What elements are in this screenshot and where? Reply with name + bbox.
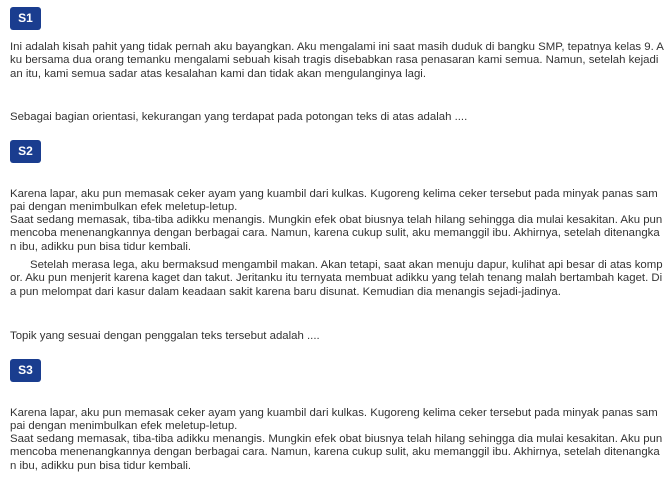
s2-paragraph: Setelah merasa lega, aku bermaksud mengambil makan. Akan tetapi, saat akan menuju dapur, kulihat api besar di atas kompor. Aku pun menjerit karena kaget dan takut. Jeritanku itu ternyata membuat adikku yang telah tenang malah bertambah kaget. Dia pun melompat dari kasur dalam keadaan sakit karena baru disunat. Kemudian dia menangis sejadi-jadinya. — [10, 259, 663, 298]
s2-question: Topik yang sesuai dengan penggalan teks tersebut adalah .... — [10, 330, 320, 342]
s2-paragraph: Saat sedang memasak, tiba-tiba adikku menangis. Mungkin efek obat biusnya telah hilang sehingga dia mulai kesakitan. Aku pun mencoba menenangkannya dengan berbagai cara. Namun, karena cukup sulit, aku memanggil ibu. Akhirnya, setelah ditenangkan ibu, adikku pun bisa tidur kembali. — [10, 214, 663, 253]
s1-question: Sebagai bagian orientasi, kekurangan yang terdapat pada potongan teks di atas adalah .... — [10, 111, 468, 123]
question-badge-s2: S2 — [10, 140, 41, 163]
question-badge-s3: S3 — [10, 359, 41, 382]
s3-paragraph: Karena lapar, aku pun memasak ceker ayam yang kuambil dari kulkas. Kugoreng kelima ceker tersebut pada minyak panas sampai dengan menimbulkan efek meletup-letup. — [10, 407, 658, 433]
s2-paragraph: Karena lapar, aku pun memasak ceker ayam yang kuambil dari kulkas. Kugoreng kelima ceker tersebut pada minyak panas sampai dengan menimbulkan efek meletup-letup. — [10, 188, 658, 214]
s3-paragraph: Saat sedang memasak, tiba-tiba adikku menangis. Mungkin efek obat biusnya telah hilang sehingga dia mulai kesakitan. Aku pun mencoba menenangkannya dengan berbagai cara. Namun, karena cukup sulit, aku memanggil ibu. Akhirnya, setelah ditenangkan ibu, adikku pun bisa tidur kembali. — [10, 433, 663, 472]
s1-passage: Ini adalah kisah pahit yang tidak pernah aku bayangkan. Aku mengalami ini saat masih duduk di bangku SMP, tepatnya kelas 9. Aku bersama dua orang temanku mengalami sebuah kisah tragis disebabkan rasa penasaran kami semua. Namun, setelah kejadian itu, kami semua sadar atas kesalahan kami dan tidak akan mengulanginya lagi. — [10, 41, 664, 80]
question-badge-s1: S1 — [10, 7, 41, 30]
